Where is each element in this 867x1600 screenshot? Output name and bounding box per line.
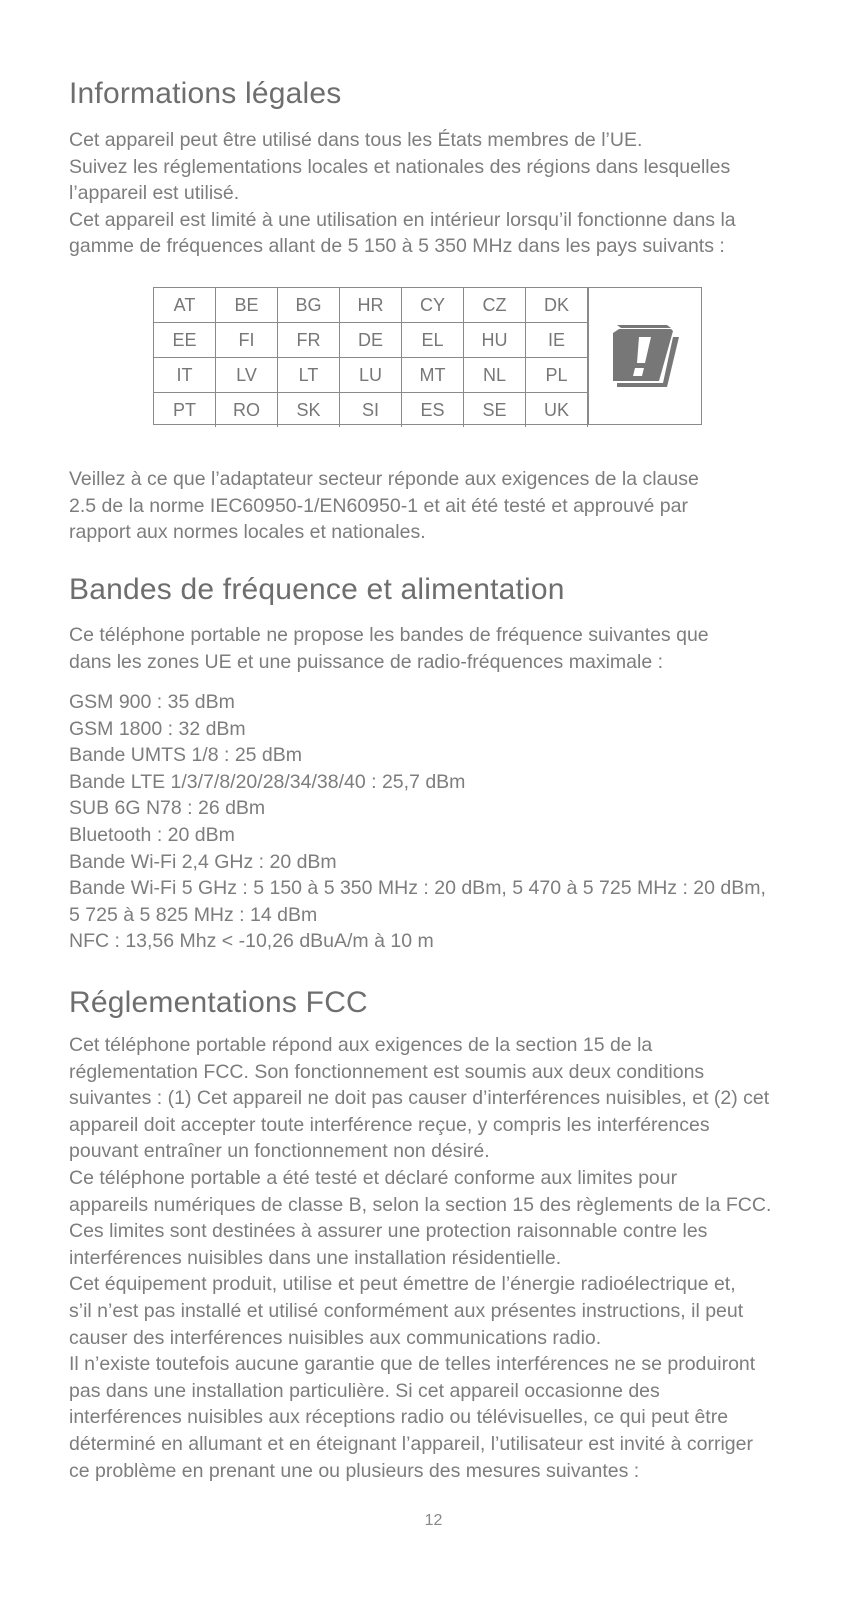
country-code-cell: ES xyxy=(402,393,464,428)
country-code-cell: CY xyxy=(402,288,464,323)
section-title-fcc: Réglementations FCC xyxy=(69,986,368,1019)
text-line: Cet équipement produit, utilise et peut émettre de l’énergie radioélectrique et, xyxy=(69,1273,736,1296)
country-code-cell: HR xyxy=(340,288,402,323)
text-line: Ce téléphone portable ne propose les bandes de fréquence suivantes que xyxy=(69,624,709,646)
country-code-cell: DK xyxy=(526,288,588,323)
band-item: Bande Wi-Fi 2,4 GHz : 20 dBm xyxy=(69,850,337,873)
text-line: ce problème en prenant une ou plusieurs des mesures suivantes : xyxy=(69,1459,640,1482)
country-code-cell: CZ xyxy=(464,288,526,323)
country-code-cell: FR xyxy=(278,323,340,358)
adapter-paragraph xyxy=(69,466,699,546)
band-item: 5 725 à 5 825 MHz : 14 dBm xyxy=(69,903,318,926)
band-item: GSM 900 : 35 dBm xyxy=(69,691,235,713)
text-line: Cet téléphone portable répond aux exigences de la section 15 de la xyxy=(69,1034,653,1056)
text-line: gamme de fréquences allant de 5 150 à 5 350 MHz dans les pays suivants : xyxy=(69,235,725,258)
country-code-cell: SK xyxy=(278,393,340,428)
section-title-legal: Informations légales xyxy=(69,77,342,110)
text-line: l’appareil est utilisé. xyxy=(69,182,240,205)
text-line: pas dans une installation particulière. Si cet appareil occasionne des xyxy=(69,1379,660,1402)
text-line: Il n’existe toutefois aucune garantie que de telles interférences ne se produiront xyxy=(69,1353,756,1376)
text-line: 2.5 de la norme IEC60950-1/EN60950-1 et ait été testé et approuvé par xyxy=(69,494,688,517)
text-line: appareil doit accepter toute interférence reçue, y compris les interférences xyxy=(69,1113,710,1136)
country-code-cell: PL xyxy=(526,358,588,393)
text-line: suivantes : (1) Cet appareil ne doit pas causer d’interférences nuisibles, et (2) cet xyxy=(69,1087,770,1110)
text-line: rapport aux normes locales et nationales. xyxy=(69,521,426,544)
country-code-cell: NL xyxy=(464,358,526,393)
legal-paragraph xyxy=(69,127,736,260)
country-row xyxy=(154,288,588,323)
country-row xyxy=(154,358,588,393)
text-line: interférences nuisibles aux réceptions radio ou télévisuelles, ce qui peut être xyxy=(69,1406,729,1429)
country-code-cell: BE xyxy=(216,288,278,323)
text-line: réglementation FCC. Son fonctionnement est soumis aux deux conditions xyxy=(69,1060,705,1083)
country-code-cell: SI xyxy=(340,393,402,428)
country-code-cell: DE xyxy=(340,323,402,358)
text-line: s’il n’est pas installé et utilisé conformément aux présentes instructions, il peut xyxy=(69,1299,744,1322)
band-item: NFC : 13,56 Mhz < -10,26 dBuA/m à 10 m xyxy=(69,930,434,953)
text-line: interférences nuisibles dans une installation résidentielle. xyxy=(69,1246,562,1269)
country-code-cell: RO xyxy=(216,393,278,428)
country-code-cell: UK xyxy=(526,393,588,428)
text-line: Veillez à ce que l’adaptateur secteur réponde aux exigences de la clause xyxy=(69,468,699,490)
text-line: dans les zones UE et une puissance de radio-fréquences maximale : xyxy=(69,650,663,673)
text-line: causer des interférences nuisibles aux communications radio. xyxy=(69,1326,602,1349)
bands-intro-paragraph xyxy=(69,622,709,675)
country-code-cell: LV xyxy=(216,358,278,393)
text-line: déterminé en allumant et en éteignant l’appareil, l’utilisateur est invité à corriger xyxy=(69,1432,753,1455)
fcc-paragraph xyxy=(69,1032,771,1484)
text-line: Ce téléphone portable a été testé et déclaré conforme aux limites pour xyxy=(69,1166,678,1189)
band-item: Bluetooth : 20 dBm xyxy=(69,823,235,846)
country-code-cell: PT xyxy=(154,393,216,428)
country-code-cell: LT xyxy=(278,358,340,393)
country-code-cell: AT xyxy=(154,288,216,323)
country-code-cell: EL xyxy=(402,323,464,358)
band-item: SUB 6G N78 : 26 dBm xyxy=(69,797,266,820)
band-item: GSM 1800 : 32 dBm xyxy=(69,717,246,740)
bands-list xyxy=(69,689,766,955)
band-item: Bande Wi-Fi 5 GHz : 5 150 à 5 350 MHz : 20 dBm, 5 470 à 5 725 MHz : 20 dBm, xyxy=(69,877,766,900)
country-code-cell: LU xyxy=(340,358,402,393)
country-row xyxy=(154,323,588,358)
band-item: Bande LTE 1/3/7/8/20/28/34/38/40 : 25,7 dBm xyxy=(69,770,466,793)
text-line: Ces limites sont destinées à assurer une protection raisonnable contre les xyxy=(69,1220,708,1243)
country-code-cell: EE xyxy=(154,323,216,358)
text-line: appareils numériques de classe B, selon la section 15 des règlements de la FCC. xyxy=(69,1193,772,1216)
section-title-bands: Bandes de fréquence et alimentation xyxy=(69,573,565,606)
country-code-cell: IT xyxy=(154,358,216,393)
country-row xyxy=(154,393,588,428)
text-line: Cet appareil peut être utilisé dans tous les États membres de l’UE. xyxy=(69,129,643,151)
band-item: Bande UMTS 1/8 : 25 dBm xyxy=(69,744,303,767)
country-code-cell: FI xyxy=(216,323,278,358)
country-code-cell: BG xyxy=(278,288,340,323)
country-grid xyxy=(154,288,588,427)
country-code-cell: SE xyxy=(464,393,526,428)
text-line: Suivez les réglementations locales et nationales des régions dans lesquelles xyxy=(69,155,731,178)
country-restriction-table xyxy=(153,287,702,425)
country-code-cell: MT xyxy=(402,358,464,393)
country-code-cell: IE xyxy=(526,323,588,358)
warning-icon-cell xyxy=(588,288,701,424)
booklet-exclamation-icon xyxy=(609,323,681,389)
page-number: 12 xyxy=(424,1512,443,1529)
country-code-cell: HU xyxy=(464,323,526,358)
text-line: Cet appareil est limité à une utilisation en intérieur lorsqu’il fonctionne dans la xyxy=(69,208,736,231)
text-line: pouvant entraîner un fonctionnement non désiré. xyxy=(69,1140,490,1163)
